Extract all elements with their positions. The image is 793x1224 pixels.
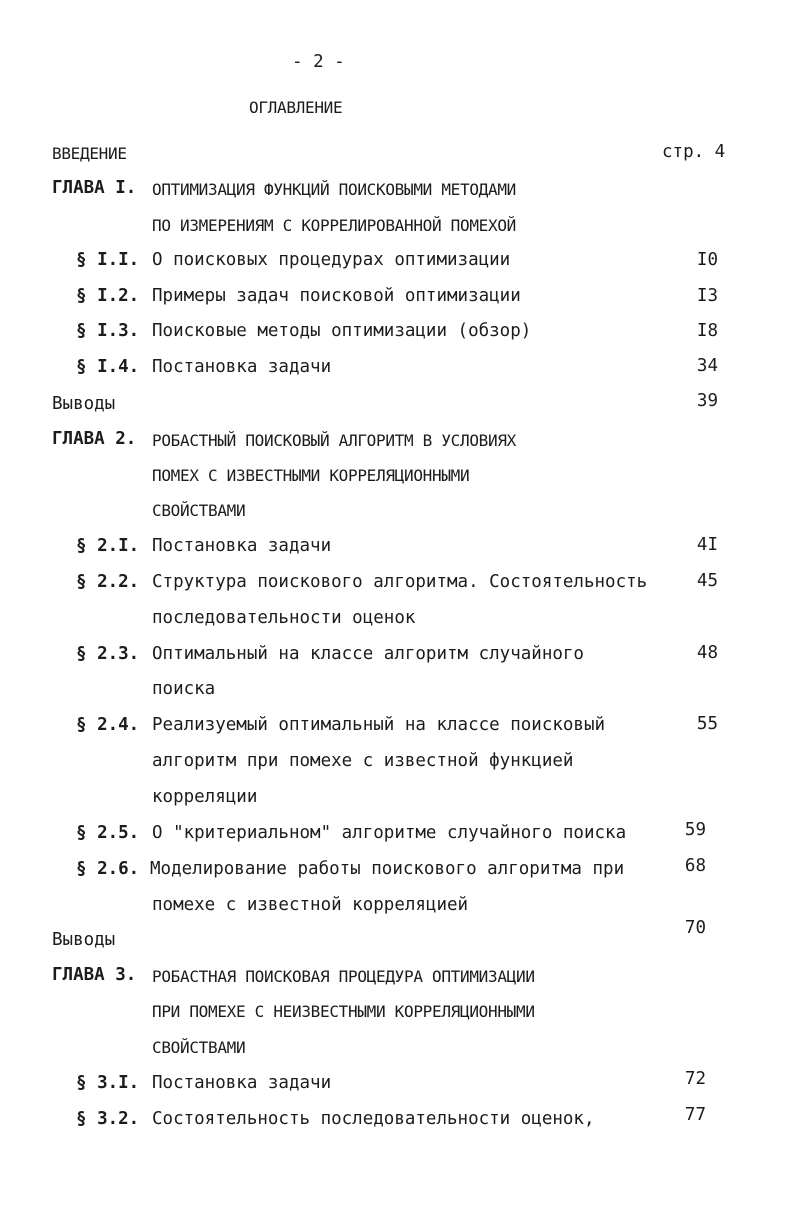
toc-title: ОГЛАВЛЕНИЕ [249, 98, 343, 117]
chapter-3-title-line1: РОБАСТНАЯ ПОИСКОВАЯ ПРОЦЕДУРА ОПТИМИЗАЦИИ [152, 967, 535, 986]
section-2-1-page: 4I [696, 535, 718, 555]
section-2-4-title-line1: Реализуемый оптимальный на классе поисковый [152, 715, 606, 735]
chapter-2-conclusions-label: Выводы [52, 930, 116, 950]
section-1-1-number: § I.I. [76, 250, 140, 270]
chapter-2-conclusions-page: 70 [684, 918, 706, 938]
section-2-6-title-line1: Моделирование работы поискового алгоритма при [150, 859, 625, 879]
chapter-2-number: ГЛАВА 2. [52, 429, 137, 449]
section-2-6-number: § 2.6. [76, 859, 140, 879]
section-1-4-title: Постановка задачи [152, 357, 332, 377]
section-1-1-title: О поисковых процедурах оптимизации [152, 250, 511, 270]
section-1-3-number: § I.3. [76, 321, 140, 341]
chapter-1-title-line2: ПО ИЗМЕРЕНИЯМ С КОРРЕЛИРОВАННОЙ ПОМЕХОЙ [152, 216, 516, 235]
section-2-5-title: О "критериальном" алгоритме случайного поиска [152, 823, 627, 843]
section-2-4-page: 55 [696, 714, 718, 734]
section-2-2-page: 45 [696, 571, 718, 591]
section-2-4-title-line3: корреляции [152, 787, 258, 807]
section-3-2-number: § 3.2. [76, 1109, 140, 1129]
chapter-3-number: ГЛАВА 3. [52, 965, 137, 985]
section-1-1-page: I0 [696, 250, 718, 270]
section-1-2-number: § I.2. [76, 286, 140, 306]
section-3-1-page: 72 [684, 1069, 706, 1089]
section-1-3-page: I8 [696, 321, 718, 341]
section-2-4-number: § 2.4. [76, 715, 140, 735]
section-3-1-number: § 3.I. [76, 1073, 140, 1093]
section-2-2-title-line1: Структура поискового алгоритма. Состоятельность [152, 572, 648, 592]
section-2-3-number: § 2.3. [76, 644, 140, 664]
section-2-2-number: § 2.2. [76, 572, 140, 592]
section-1-4-number: § I.4. [76, 357, 140, 377]
section-2-5-number: § 2.5. [76, 823, 140, 843]
section-1-2-title: Примеры задач поисковой оптимизации [152, 286, 521, 306]
section-2-3-title-line2: поиска [152, 679, 216, 699]
section-2-1-number: § 2.I. [76, 536, 140, 556]
chapter-2-title-line2: ПОМЕХ С ИЗВЕСТНЫМИ КОРРЕЛЯЦИОННЫМИ [152, 466, 470, 485]
section-2-4-title-line2: алгоритм при помехе с известной функцией [152, 751, 574, 771]
section-2-6-page: 68 [684, 856, 706, 876]
section-1-2-page: I3 [696, 286, 718, 306]
page-number: - 2 - [292, 52, 345, 72]
section-2-3-title-line1: Оптимальный на классе алгоритм случайного [152, 644, 584, 664]
chapter-2-title-line3: СВОЙСТВАМИ [152, 501, 246, 520]
chapter-3-title-line3: СВОЙСТВАМИ [152, 1038, 246, 1057]
chapter-1-conclusions-label: Выводы [52, 394, 116, 414]
section-1-4-page: 34 [696, 356, 718, 376]
section-3-1-title: Постановка задачи [152, 1073, 332, 1093]
chapter-1-conclusions-page: 39 [696, 391, 718, 411]
section-2-3-page: 48 [696, 643, 718, 663]
section-2-2-title-line2: последовательности оценок [152, 608, 416, 628]
section-2-1-title: Постановка задачи [152, 536, 332, 556]
chapter-1-title-line1: ОПТИМИЗАЦИЯ ФУНКЦИЙ ПОИСКОВЫМИ МЕТОДАМИ [152, 180, 516, 199]
section-2-6-title-line2: помехе с известной корреляцией [152, 895, 469, 915]
section-1-3-title: Поисковые методы оптимизации (обзор) [152, 321, 532, 341]
chapter-1-number: ГЛАВА I. [52, 178, 137, 198]
chapter-3-title-line2: ПРИ ПОМЕХЕ С НЕИЗВЕСТНЫМИ КОРРЕЛЯЦИОННЫМИ [152, 1002, 535, 1021]
section-3-2-title: Состоятельность последовательности оценок, [152, 1109, 595, 1129]
intro-label: ВВЕДЕНИЕ [52, 144, 127, 163]
section-2-5-page: 59 [684, 820, 706, 840]
section-3-2-page: 77 [684, 1105, 706, 1125]
intro-page: стр. 4 [662, 142, 726, 162]
chapter-2-title-line1: РОБАСТНЫЙ ПОИСКОВЫЙ АЛГОРИТМ В УСЛОВИЯХ [152, 431, 516, 450]
